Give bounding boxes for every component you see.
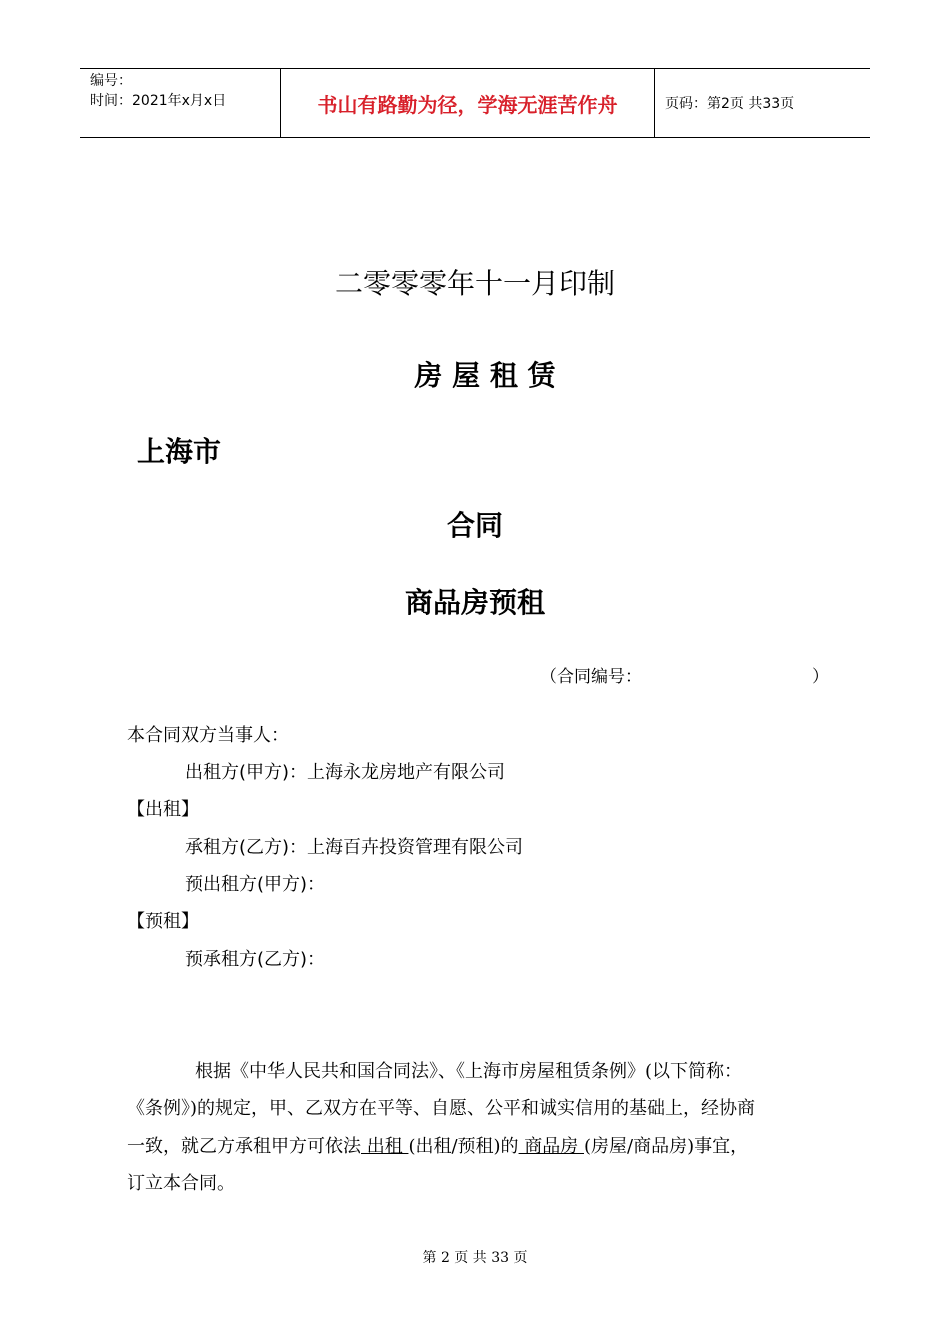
footer-page-number: 第 2 页 共 33 页 — [422, 1250, 528, 1266]
paragraph-line-3-middle: (出租/预租)的 — [408, 1136, 519, 1157]
page-header — [80, 68, 870, 138]
header-time-label: 时间：2021年x月x日 — [90, 93, 227, 109]
title-line-2: 合同 — [446, 509, 503, 542]
header-motto: 书山有路勤为径，学海无涯苦作舟 — [281, 69, 655, 137]
header-left-cell — [80, 69, 281, 137]
paragraph-line-1: 根据《中华人民共和国合同法》、《上海市房屋租赁条例》(以下简称： — [195, 1061, 743, 1082]
contract-number-open: （合同编号： — [540, 667, 642, 687]
print-date: 二零零零年十一月印制 — [334, 267, 615, 300]
paragraph-line-3-end: (房屋/商品房)事宜， — [584, 1136, 749, 1157]
title-city: 上海市 — [137, 435, 222, 468]
lessee-line: 承租方(乙方)：上海百卉投资管理有限公司 — [185, 837, 524, 858]
paragraph-line-3 — [127, 1132, 748, 1158]
parties-intro: 本合同双方当事人： — [127, 725, 289, 746]
paragraph-line-4: 订立本合同。 — [127, 1173, 235, 1194]
pre-lessor-line: 预出租方(甲方)： — [185, 874, 326, 895]
paragraph-line-3-start: 一致，就乙方承租甲方可依法 — [127, 1136, 361, 1157]
header-number-label: 编号： — [90, 73, 132, 89]
lessor-line: 出租方(甲方)：上海永龙房地产有限公司 — [185, 762, 506, 783]
fill-in-property-type: 商品房 — [518, 1136, 585, 1157]
header-page-label: 页码：第2页 共33页 — [665, 96, 795, 112]
fill-in-rent-type: 出租 — [361, 1136, 409, 1157]
pre-lessee-line: 预承租方(乙方)： — [185, 949, 326, 970]
title-line-1: 房 屋 租 赁 — [414, 359, 556, 392]
tag-prerent: 【预租】 — [127, 911, 199, 932]
paragraph-line-2: 《条例》)的规定，甲、乙双方在平等、自愿、公平和诚实信用的基础上，经协商 — [127, 1098, 756, 1119]
contract-number-close: ） — [812, 667, 829, 687]
title-line-3: 商品房预租 — [404, 586, 545, 619]
tag-rent: 【出租】 — [127, 799, 199, 820]
